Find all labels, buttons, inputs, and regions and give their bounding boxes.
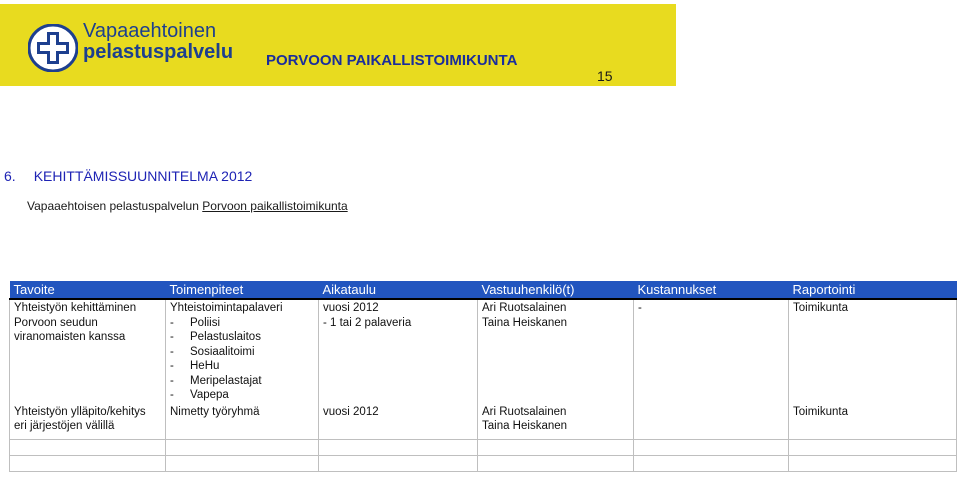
cell-toimenpiteet [166, 299, 319, 404]
section-number: 6. [4, 168, 16, 184]
logo-line2: pelastuspalvelu [83, 41, 234, 63]
page-number: 15 [597, 68, 613, 84]
column-header-kustannukset: Kustannukset [634, 281, 789, 299]
empty-cell [789, 440, 957, 456]
header-banner [0, 4, 676, 86]
list-item: - Vapepa [170, 389, 229, 401]
empty-cell [319, 456, 478, 472]
list-item: - Sosiaalitoimi [170, 345, 255, 358]
cell-vastuuhenkilot [478, 404, 634, 440]
organization-title: PORVOON PAIKALLISTOIMIKUNTA [266, 52, 518, 69]
vastuu-line2: Taina Heiskanen [482, 420, 568, 432]
cell-kustannukset [634, 404, 789, 440]
list-item: - Poliisi [170, 316, 221, 329]
empty-cell [634, 456, 789, 472]
vastuu-line2: Taina Heiskanen [482, 316, 568, 329]
logo-line1: Vapaaehtoinen [83, 20, 217, 42]
table-row [10, 404, 957, 440]
list-item: - Pelastuslaitos [170, 331, 261, 343]
subtitle-prefix: Vapaaehtoisen pelastuspalvelun [27, 199, 199, 213]
cell-tavoite: Yhteistyön kehittäminen Porvoon seudun viranomaisten kanssa [10, 299, 166, 404]
cell-raportointi: Toimikunta [789, 404, 957, 440]
rescue-cross-logo-icon [28, 24, 78, 72]
list-item: - HeHu [170, 360, 220, 372]
list-item: - Meripelastajat [170, 374, 262, 387]
subtitle-link[interactable]: Porvoon paikallistoimikunta [202, 199, 348, 213]
participant-list [170, 316, 314, 403]
empty-cell [166, 440, 319, 456]
logo-wordmark [83, 21, 233, 63]
table-row-empty [10, 440, 957, 456]
column-header-raportointi: Raportointi [789, 281, 957, 299]
vastuu-line1: Ari Ruotsalainen [482, 302, 567, 314]
section-heading [4, 168, 252, 184]
empty-cell [478, 456, 634, 472]
table-row-empty [10, 456, 957, 472]
section-subtitle [27, 199, 348, 213]
column-header-vastuuhenkilot: Vastuuhenkilö(t) [478, 281, 634, 299]
aikataulu-line2: - 1 tai 2 palaveria [323, 316, 412, 329]
column-header-tavoite: Tavoite [10, 281, 166, 299]
empty-cell [319, 440, 478, 456]
empty-cell [10, 440, 166, 456]
empty-cell [166, 456, 319, 472]
column-header-aikataulu: Aikataulu [319, 281, 478, 299]
aikataulu-line1: vuosi 2012 [323, 302, 379, 314]
empty-cell [10, 456, 166, 472]
cell-toimenpiteet: Nimetty työryhmä [166, 404, 319, 440]
column-header-toimenpiteet: Toimenpiteet [166, 281, 319, 299]
empty-cell [478, 440, 634, 456]
cell-raportointi: Toimikunta [789, 299, 957, 404]
cell-aikataulu [319, 299, 478, 404]
table-row [10, 299, 957, 404]
empty-cell [789, 456, 957, 472]
cell-kustannukset: - [634, 299, 789, 404]
empty-cell [634, 440, 789, 456]
cell-aikataulu: vuosi 2012 [319, 404, 478, 440]
section-title-text: KEHITTÄMISSUUNNITELMA 2012 [33, 168, 253, 184]
toimenpide-title: Yhteistoimintapalaveri [170, 302, 283, 314]
table-header-row [10, 281, 957, 299]
cell-vastuuhenkilot [478, 299, 634, 404]
vastuu-line1: Ari Ruotsalainen [482, 405, 567, 418]
development-plan-table [9, 281, 957, 472]
cell-tavoite: Yhteistyön ylläpito/kehitys eri järjestöjen välillä [10, 404, 166, 440]
